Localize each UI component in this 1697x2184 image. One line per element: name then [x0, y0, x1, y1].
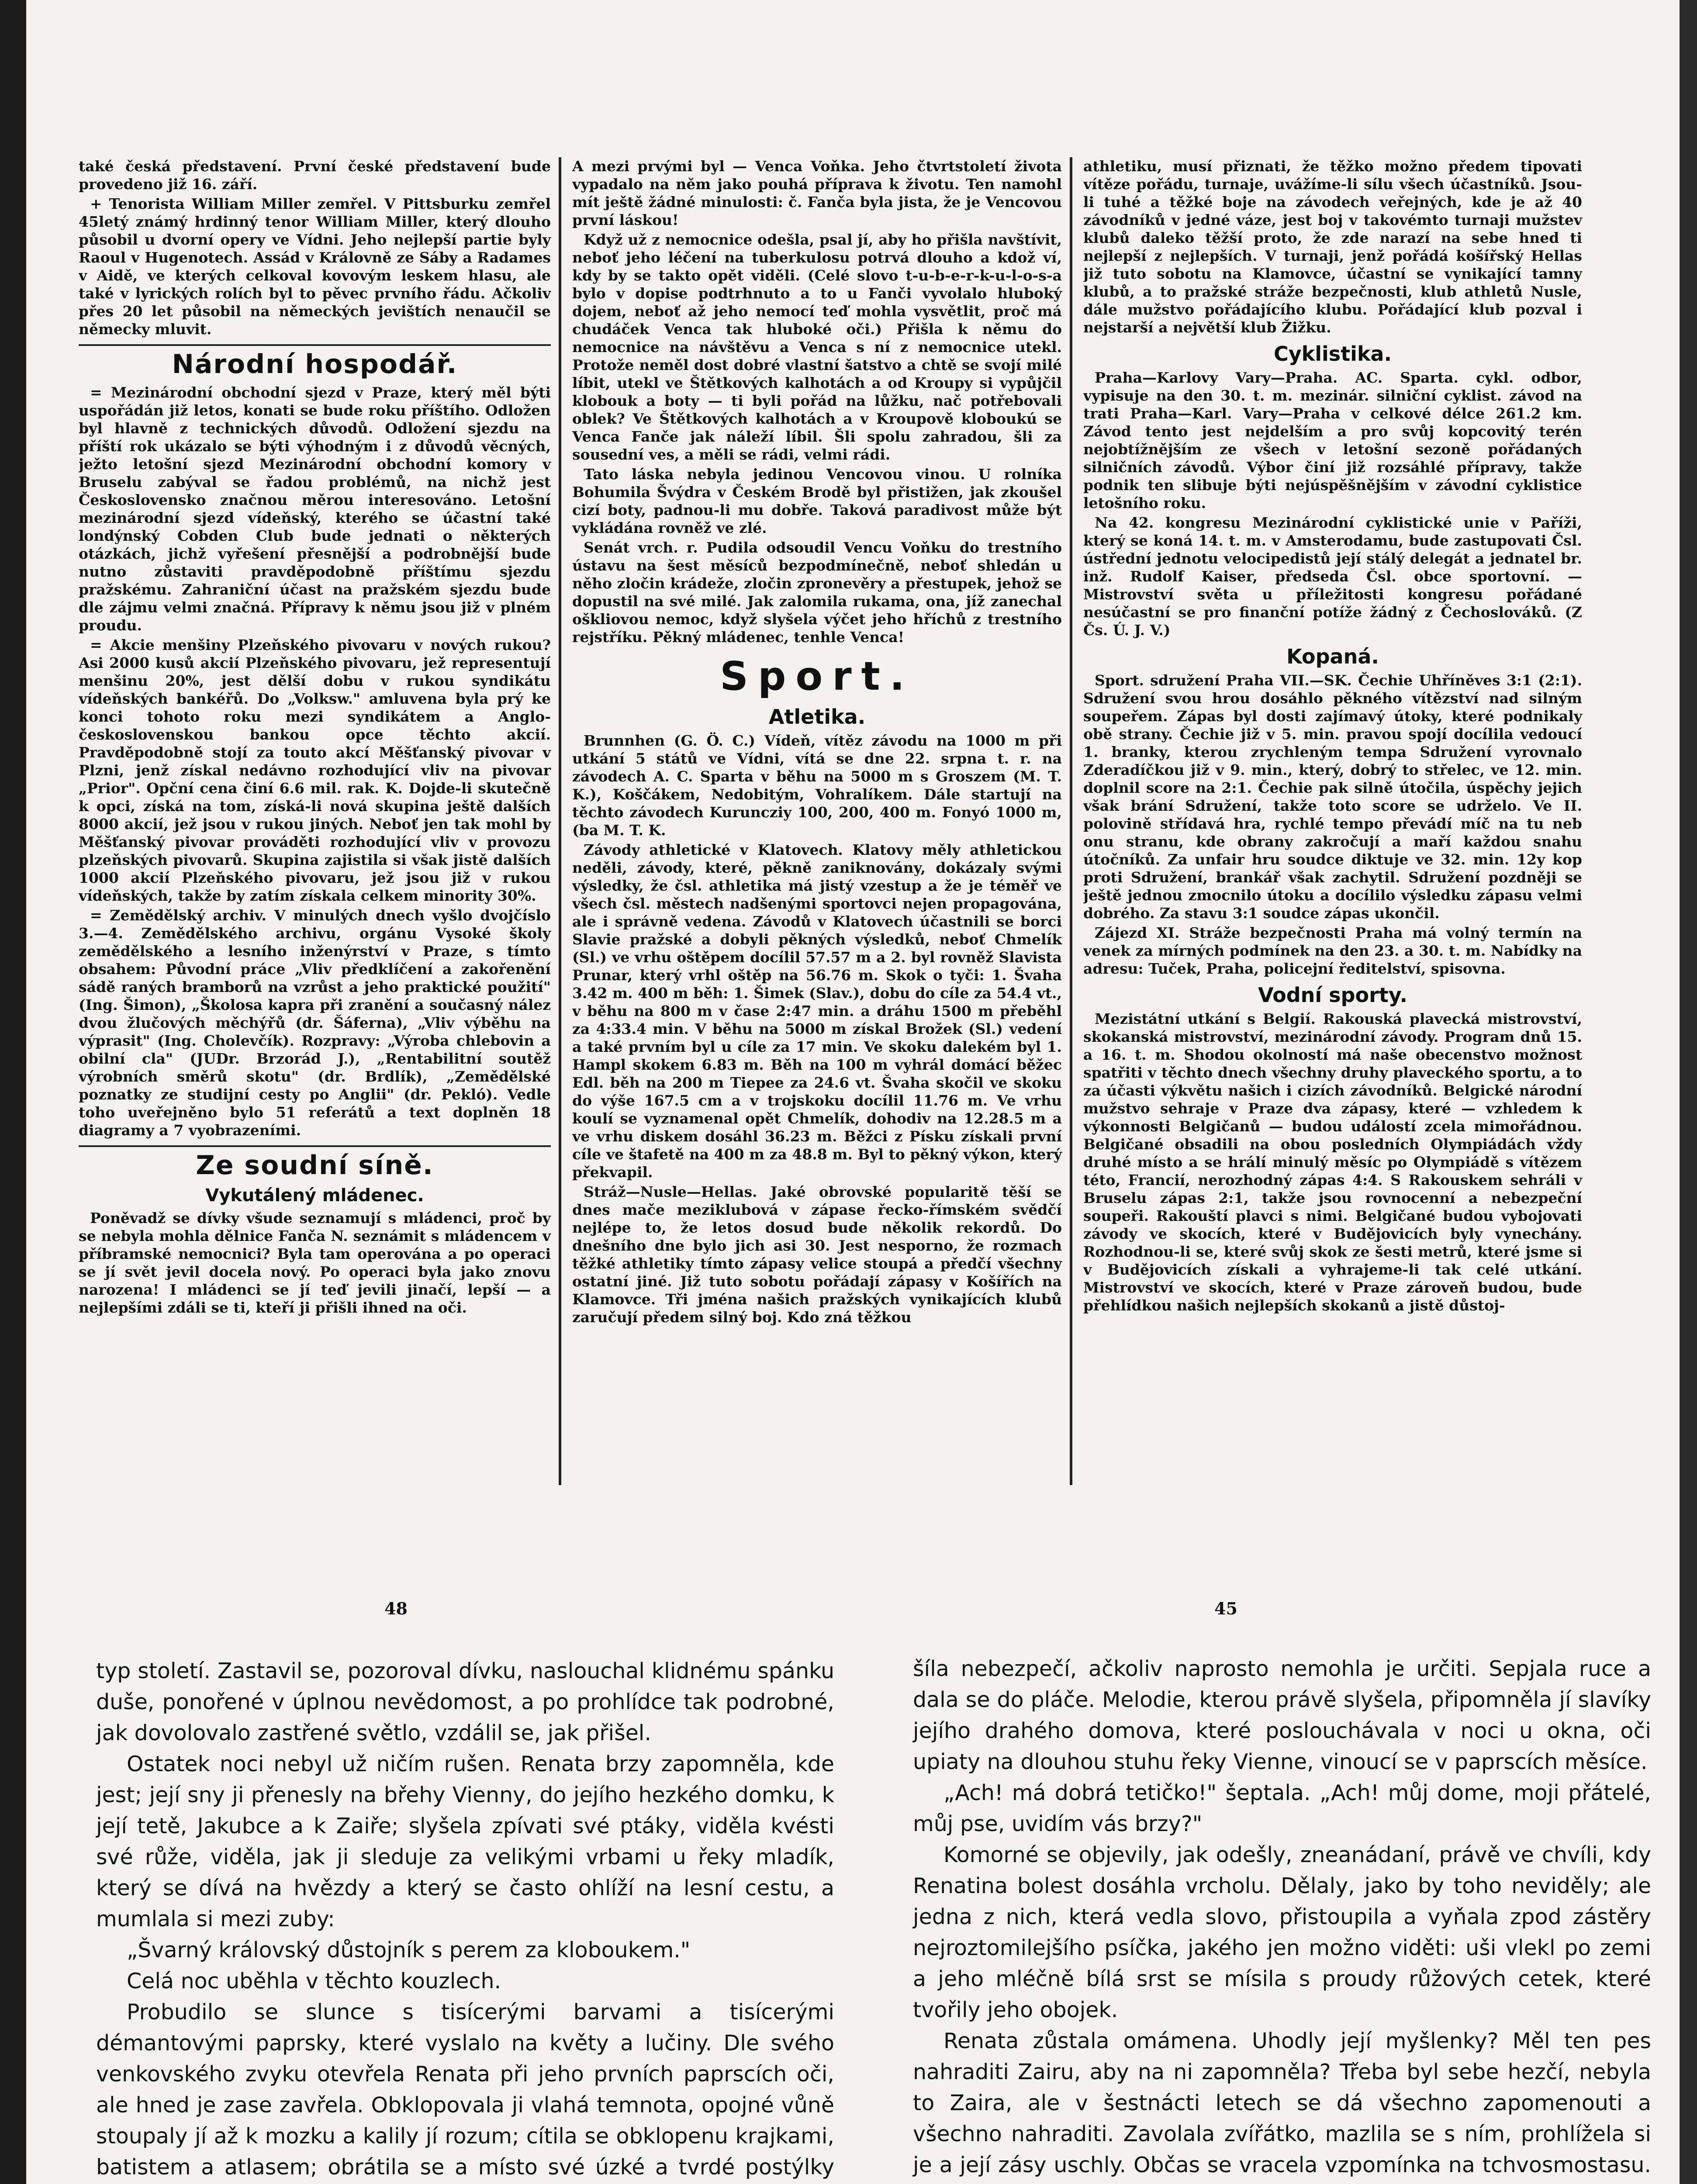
book-paragraph: „Švarný královský důstojník s perem za kloboukem." — [127, 1938, 691, 1963]
book-paragraph: Renata zůstala omámena. Uhodly její myšlenky? Měl ten pes nahraditi Zairu, aby na ni zapomněla? Třeba byl sebe hezčí, nebyla to Zaira, ale v šestnácti letech se dá všechno zapomenouti a všechno nahraditi. Zavolala zvířátko, mazlila se s ním, prohlížela si je a její zásy uschly. Občas se vracela vzpomínka na tchvosmostasu. — [913, 2028, 1651, 2177]
subheading-cycling: Cyklistika. — [1273, 342, 1392, 366]
news-paragraph: Mezistátní utkání s Belgií. Rakouská plavecká mistrovství, skokanská mistrovství, mezinárodní závody. Program dnů 15. a 16. t. m. Shodou okolností má naše obecenstvo možnost spatřiti v těchto dnech všechny druhy plaveckého sportu, a to za účasti výkvětu našich i cizích závodníků. Belgické národní mužstvo sehraje v Praze dva zápasy, které — vzhledem k výkonnosti Belgičanů — budou událostí zcela mimořádnou. Belgičané obsadili na obou posledních Olympiádách vždy druhé místo a se hrálí minulý měsíc po Olympiádě s vítězem této, Francií, nerozhodný zápas 4:4. S Rakouskem sehráli v Bruselu zápas 2:1, takže jsou rovnocenní a nebezpeční soupeři. Rakouští plavci s nimi. Belgičané budou vybojovati závody ve skocích, které v Budějovicích byly vynechány. Rozhodnou-li se, které svůj skok ze šesti metrů, které jsme si v Budějovicích získali a vyhrajeme-li tak celé utkání. Mistrovství ve skocích, které v Praze zároveň budou, bude přehlídkou našich nejlepších skokanů a jistě důstoj- — [1083, 1010, 1582, 1314]
subheading-court: Vykutálený mládenec. — [205, 1185, 424, 1206]
book-paragraph: typ století. Zastavil se, pozoroval dívku, naslouchal klidnému spánku duše, ponořené v úplnou nevědomost, a po prohlídce tak podrobné, jak dovolovalo zastřené světlo, vzdálil se, jak přišel. — [96, 1659, 834, 1745]
news-paragraph: Praha—Karlovy Vary—Praha. AC. Sparta. cykl. odbor, vypisuje na den 30. t. m. mezinár. silniční cyklist. závod na trati Praha—Karl. Vary—Praha v celkové délce 261.2 km. Závod tento jest nejdelším a pro svůj kopcovitý terén nejobtížnějším ze všech v letošní sezoně pořádaných silničních závodů. Výbor činí již rozsáhlé přípravy, takže podnik ten slibuje býti nejúspěšnějším v závodní cyklistice letošního roku. — [1083, 369, 1582, 511]
news-paragraph: také česká představení. První české představení bude provedeno již 16. září. — [79, 158, 551, 193]
news-paragraph: Na 42. kongresu Mezinárodní cyklistické unie v Paříži, který se koná 14. t. m. v Amsterodamu, bude zastupovati Čsl. ústřední jednotu velocipedistů její stálý delegát a jednatel br. inž. Rudolf Kaiser, předseda Čsl. obce sportovní. — Mistrovství světa u příležitosti kongresu pořádané nesúčastní se pro finanční potíže žádný z Čechoslováků. (Z Čs. Ú. J. V.) — [1083, 514, 1582, 639]
subheading-water-sports: Vodní sporty. — [1258, 983, 1407, 1007]
subheading-football: Kopaná. — [1286, 645, 1379, 668]
section-heading-economy: Národní hospodář. — [79, 344, 551, 380]
subheading-athletics: Atletika. — [768, 705, 866, 729]
scan-edge-right — [1680, 0, 1697, 2184]
news-paragraph: = Zemědělský archiv. V minulých dnech vyšlo dvojčíslo 3.—4. Zemědělského archivu, orgánu Vysoké školy zemědělského a lesního inženýrství v Praze, s tímto obsahem: Původní práce „Vliv předklíčení a zakořenění sádě raných bramborů na vzrůst a jeho praktické použití" (Ing. Šimon), „Školosa kapra při zranění a současný nález dvou žlučových měchýřů (dr. Šáferna), „Vliv výběhu na výprasit" (Ing. Cholevčík). Rozpravy: „Výroba chlebovin a obilní cla" (JUDr. Brzorád J.), „Rentabilitní soutěž výrobních směrů skotu" (dr. Brdlík), „Zemědělské poznatky ze studijní cesty po Anglii" (dr. Pekló). Vedle toho uveřejněno bylo 51 referátů a text doplněn 18 diagramy a 7 vyobrazeními. — [79, 907, 551, 1139]
news-paragraph: A mezi prvými byl — Venca Voňka. Jeho čtvrtstoletí života vypadalo na něm jako pouhá příprava k životu. Ten namohl mít ještě žádné minulosti: č. Fanča byla jista, že je Vencovou první láskou! — [572, 158, 1062, 228]
book-paragraph: šíla nebezpečí, ačkoliv naprosto nemohla je určiti. Sepjala ruce a dala se do pláče. Melodie, kterou právě slyšela, připomněla jí slavíky jejího drahého domova, které poslouchávala v noci u okna, oči upiaty na dlouhou stuhu řeky Vienne, vinoucí se v paprscích měsíce. — [913, 1656, 1651, 1774]
page-number-right: 45 — [1214, 1599, 1237, 1618]
news-paragraph: Tato láska nebyla jedinou Vencovou vinou. U rolníka Bohumila Švýdra v Českém Brodě byl přistižen, jak zkoušel cizí boty, padnou-li mu dobře. Taková paradivost může být vykládána rovněž ve zlé. — [572, 466, 1062, 536]
scan-edge-left — [0, 0, 26, 2184]
news-paragraph: Sport. sdružení Praha VII.—SK. Čechie Uhříněves 3:1 (2:1). Sdružení svou hrou dosáhlo pěkného vítězství nad silným soupeřem. Zápas byl dosti zajímavý útoky, které podnikaly obě strany. Čechie již v 5. min. pravou spojí docílila vedoucí 1. branky, kterou zrychleným tempa Sdružení vyrovnalo Zderadíčkou již v 9. min., který, dobrý to střelec, ve 12. min. doplnil score na 2:1. Čechie pak silně útočila, úspěchy jejich však brání Sdružení, takže toto score se udrželo. Ve II. polovině střídavá hra, rychlé tempo převádí míč na tu neb onu stranu, kde obrany zakročují a maří každou snahu útočníků. Za unfair hru soudce diktuje ve 32. min. 12y kop proti Sdružení, brankář však zachytil. Sdružení pozdněji se ještě jednou zmocnilo útoku a docílilo výsledku zápasu velmi dobrého. Za stavu 3:1 soudce zápas ukončil. — [1083, 672, 1582, 922]
news-paragraph: Závody athletické v Klatovech. Klatovy měly athletickou neděli, závody, které, pěkně zaniknovány, dokázaly svými výsledky, že čsl. athletika má jistý vzestup a že je téměř ve všech čsl. městech nadšenými sportovci nejen propagována, ale i správně vedena. Závodů v Klatovech účastnili se borci Slavie pražské a dobyli pěkných výsledků, neboť Chmelík (Sl.) ve vrhu oštěpem docílil 57.57 m a 2. byl rovněž Slavista Prunar, který vrhl oštěp na 56.76 m. Skok o tyči: 1. Švaha 3.42 m. 400 m běh: 1. Šimek (Slav.), dobu do cíle za 54.4 vt., v běhu na 800 m v čase 2:47 min. a dráhu 1500 m přeběhl za 4:33.4 min. V běhu na 5000 m získal Brožek (Sl.) vedení a také prvním byl u cíle za 17 min. Ve skoku dalekém byl 1. Hampl skokem 6.83 m. Běh na 100 m vyhrál domácí běžec Edl. běh na 200 m Tiepee za 24.6 vt. Švaha skočil ve skoku do výše 167.5 cm a v trojskoku docílil 11.76 m. Ve vrhu koulí se vyznamenal opět Chmelík, dohodiv na 12.28.5 m a ve vrhu diskem dosáhl 36.23 m. Běžci z Písku získali první cíle ve štafetě na 400 m za 48.8 m. Byl to pěkný výkon, který překvapil. — [572, 841, 1062, 1181]
news-column-1 — [79, 157, 561, 1485]
news-column-3 — [1083, 157, 1590, 1485]
news-paragraph: Stráž—Nusle—Hellas. Jaké obrovské popularitě těší se dnes mače meziklubová v zápase řecko-římském svědčí nejlépe to, že letos dosud bude několik rekordů. Do dnešního dne bylo jich asi 30. Jest nesporno, že rozmach těžké athletiky tímto zápasy velice stoupá a předčí všechny ostatní jiné. Již tuto sobotu pořádají zápasy v Košířích na Klamovce. Tři jména našich pražských vynikajících klubů zaručují předem silný boj. Kdo zná těžkou — [572, 1183, 1062, 1326]
section-heading-sport: Sport. — [720, 653, 914, 699]
news-paragraph: Poněvadž se dívky všude seznamují s mládenci, proč by se nebyla mohla dělnice Fanča N. seznámit s mládencem v příbramské nemocnici? Byla tam operována a po operaci se jí svět jevil docela nový. Po operaci byla jako znovu narozena! I mládenci se jí teď jevili jinačí, lepší — a nejlepšími zdáli se ti, kteří ji přišli ihned na oči. — [79, 1209, 551, 1316]
news-paragraph: Zájezd XI. Stráže bezpečnosti Praha má volný termín na venek za mírných podmínek na den 23. a 30. t. m. Nabídky na adresu: Tuček, Praha, policejní ředitelství, spisovna. — [1083, 924, 1582, 977]
book-paragraph: „Ach! má dobrá tetičko!" šeptala. „Ach! můj dome, moji přátelé, můj pse, uvidím vás brzy?" — [913, 1780, 1651, 1836]
book-paragraph: Celá noc uběhla v těchto kouzlech. — [127, 1969, 501, 1994]
newspaper-clipping — [79, 157, 1590, 1485]
news-paragraph: = Akcie menšiny Plzeňského pivovaru v nových rukou? Asi 2000 kusů akcií Plzeňského pivovaru, jež representují menšinu 20%, jest dělší dobu v rukou syndikátu vídeňských bankéřů. Do „Volksw." amluvena byla prý ke konci tohoto roku mezi syndikátem a Anglo-československou bankou opce těchto akcií. Pravděpodobně stojí za touto akcí Měšťanský pivovar v Plzni, jenž získal nedávno rozhodující vliv na pivovar „Prior". Opční cena činí 6.6 mil. rak. K. Dojde-li skutečně k opci, získá na tom, získá-li nová skupina ještě dalších 8000 akcií, jež jsou v rukou jiných. Neboť jen tak mohl by Měšťanský pivovar prováděti rozhodující vliv v provozu plzeňských pivovarů. Skupina zajistila si však jistě dalších 1000 akcií Plzeňského pivovaru, jež jsou již v rukou vídeňských, takže by zatím získala celkem minority 30%. — [79, 636, 551, 904]
book-paragraph: Ostatek noci nebyl už ničím rušen. Renata brzy zapomněla, kde jest; její sny ji přenesly na břehy Vienny, do jejího hezkého domku, k její tetě, Jakubce a k Zaiře; slyšela zpívati své ptáky, viděla kvésti své růže, viděla, jak ji sleduje za velikými vrbami u řeky mladík, který se dívá na hvězdy a který se často ohlíží na lesní cestu, a mumlala si mezi zuby: — [96, 1752, 834, 1932]
book-paragraph: Komorné se objevily, jak odešly, zneanádaní, právě ve chvíli, kdy Renatina bolest dosáhla vrcholu. Dělaly, jako by toho neviděly; ale jedna z nich, která vedla slovo, přistoupila a vyňala zpod zástěry nejroztomilejšího psíčka, jakého jen možno viděti: uši vlekl po zemi a jeho mléčně bílá srst se mísila s proudy růžových cetek, které tvořily jeho obojek. — [913, 1842, 1651, 2022]
book-paragraph: Probudilo se slunce s tisícerými barvami a tisícerými démantovými paprsky, které vyslalo na květy a lučiny. Dle svého venkovského zvyku otevřela Renata při jeho prvních paprscích oči, ale hned je zase zavřela. Obklopovala ji vlahá temnota, opojné vůně stoupaly jí až k mozku a kalily jí rozum; cítila se obklopenu krajkami, batistem a atlasem; obrátila se a místo své úzké a tvrdé postýlky — [96, 2000, 834, 2180]
news-paragraph: Senát vrch. r. Pudila odsoudil Vencu Voňku do trestního ústavu na šest měsíců bezpodmínečně, neboť shledán u něho zločin krádeže, zločin zpronevěry a přestupek, jehož se dopustil na své milé. Jak zalomila rukama, ona, jíž zanechal oškliovou nemoc, když slyšela výčet jeho hříchů z trestního rejstříku. Pěkný mládenec, tenhle Venca! — [572, 539, 1062, 646]
news-paragraph: + Tenorista William Miller zemřel. V Pittsburku zemřel 45letý známý hrdinný tenor William Miller, který dlouho působil u dvorní opery ve Vídni. Jeho nejlepší partie byly Raoul v Hugenotech. Assád v Královně ze Sáby a Radames v Aidě, ve kterých celkoval kovovým leskem hlasu, ale také v lyrických rolích byl to pěvec prvního řádu. Ačkoliv přes 20 let působil na německých jevištích nenaučil se německy mluvit. — [79, 195, 551, 338]
book-page-left — [96, 1655, 834, 2184]
page-number-left: 48 — [384, 1599, 408, 1618]
news-paragraph: Brunnhen (G. Ö. C.) Vídeň, vítěz závodu na 1000 m při utkání 5 států ve Vídni, vítá se dne 22. srpna t. r. na závodech A. C. Sparta v běhu na 5000 m s Groszem (M. T. K.), Koščákem, Nedobitým, Vohralíkem. Dále startují na těchto závodech Kuruncziy 100, 200, 400 m. Fonyó 1000 m, (ba M. T. K. — [572, 732, 1062, 839]
news-paragraph: Když už z nemocnice odešla, psal jí, aby ho přišla navštívit, neboť jeho léčení na tuberkulosu potrvá dlouho a kdož ví, kdy by se takto opět viděli. (Celé slovo t-u-b-e-r-k-u-l-o-s-a bylo v dopise podtrhnuto a to u Fanči vyvolalo hluboký dojem, neboť až jeho nemocí teď mohla vysvětlit, proč má chudáček Venca tak hluboké oči.) Přišla k němu do nemocnice na návštěvu a Venca s ní z nemocnice utekl. Protože neměl dost dobré vlastní šatstvo a chtě se svojí milé líbit, utekl ve Štětkových kalhotách a od Kroupy si vypůjčil klobouk a boty — ti byli pořád na lůžku, nač potřebovali oblek? Ve Štětkových kalhotách a v Kroupově kloboukú se Venca Fanče jak náleží líbil. Šli spolu zahradou, šli za sousední ves, a měli se rádi, velmi rádi. — [572, 231, 1062, 463]
news-column-2 — [572, 157, 1072, 1485]
book-page-right — [913, 1653, 1651, 2184]
news-paragraph: athletiku, musí přiznati, že těžko možno předem tipovati vítěze pořádu, turnaje, uvážíme-li sílu všech účastníků. Jsou-li tuhé a těžké boje na závodech veřejných, kde je až 40 závodníků v jedné váze, jest boj v takovémto turnaji mužstev klubů daleko těžší proto, že zde narazí na sebe hned ti nejlepší z nejlepších. V turnaji, jenž pořádá košířský Hellas již tuto sobotu na Klamovce, účastní se vynikající tamny klubů, a to pražské stráže bezpečnosti, klub athletů Nusle, dále mužstvo pořádajícího klubu. Pořádající klub pozval i nejstarší a největší klub Žižku. — [1083, 158, 1582, 336]
section-heading-court: Ze soudní síně. — [79, 1145, 551, 1181]
news-paragraph: = Mezinárodní obchodní sjezd v Praze, který měl býti uspořádán již letos, konati se bude roku příštího. Odložen byl hlavně z technických důvodů. Odložení sjezdu na příští rok ukázalo se býti výhodným i z důvodů věcných, ježto letošní sjezd Mezinárodní obchodní komory v Bruselu zabýval se řadou problémů, na nichž jest Československo značnou měrou interesováno. Letošní mezinárodní sjezd vídeňský, kterého se účastní také londýnský Cobden Club bude jednati o některých otázkách, jichž vyřešení přesnější a podrobnější bude nutno zůstaviti pravděpodobně příštímu sjezdu pražskému. Zahraniční účast na pražském sjezdu bude dle zájmu velmi značná. Přípravy k němu jsou již v plném proudu. — [79, 384, 551, 634]
